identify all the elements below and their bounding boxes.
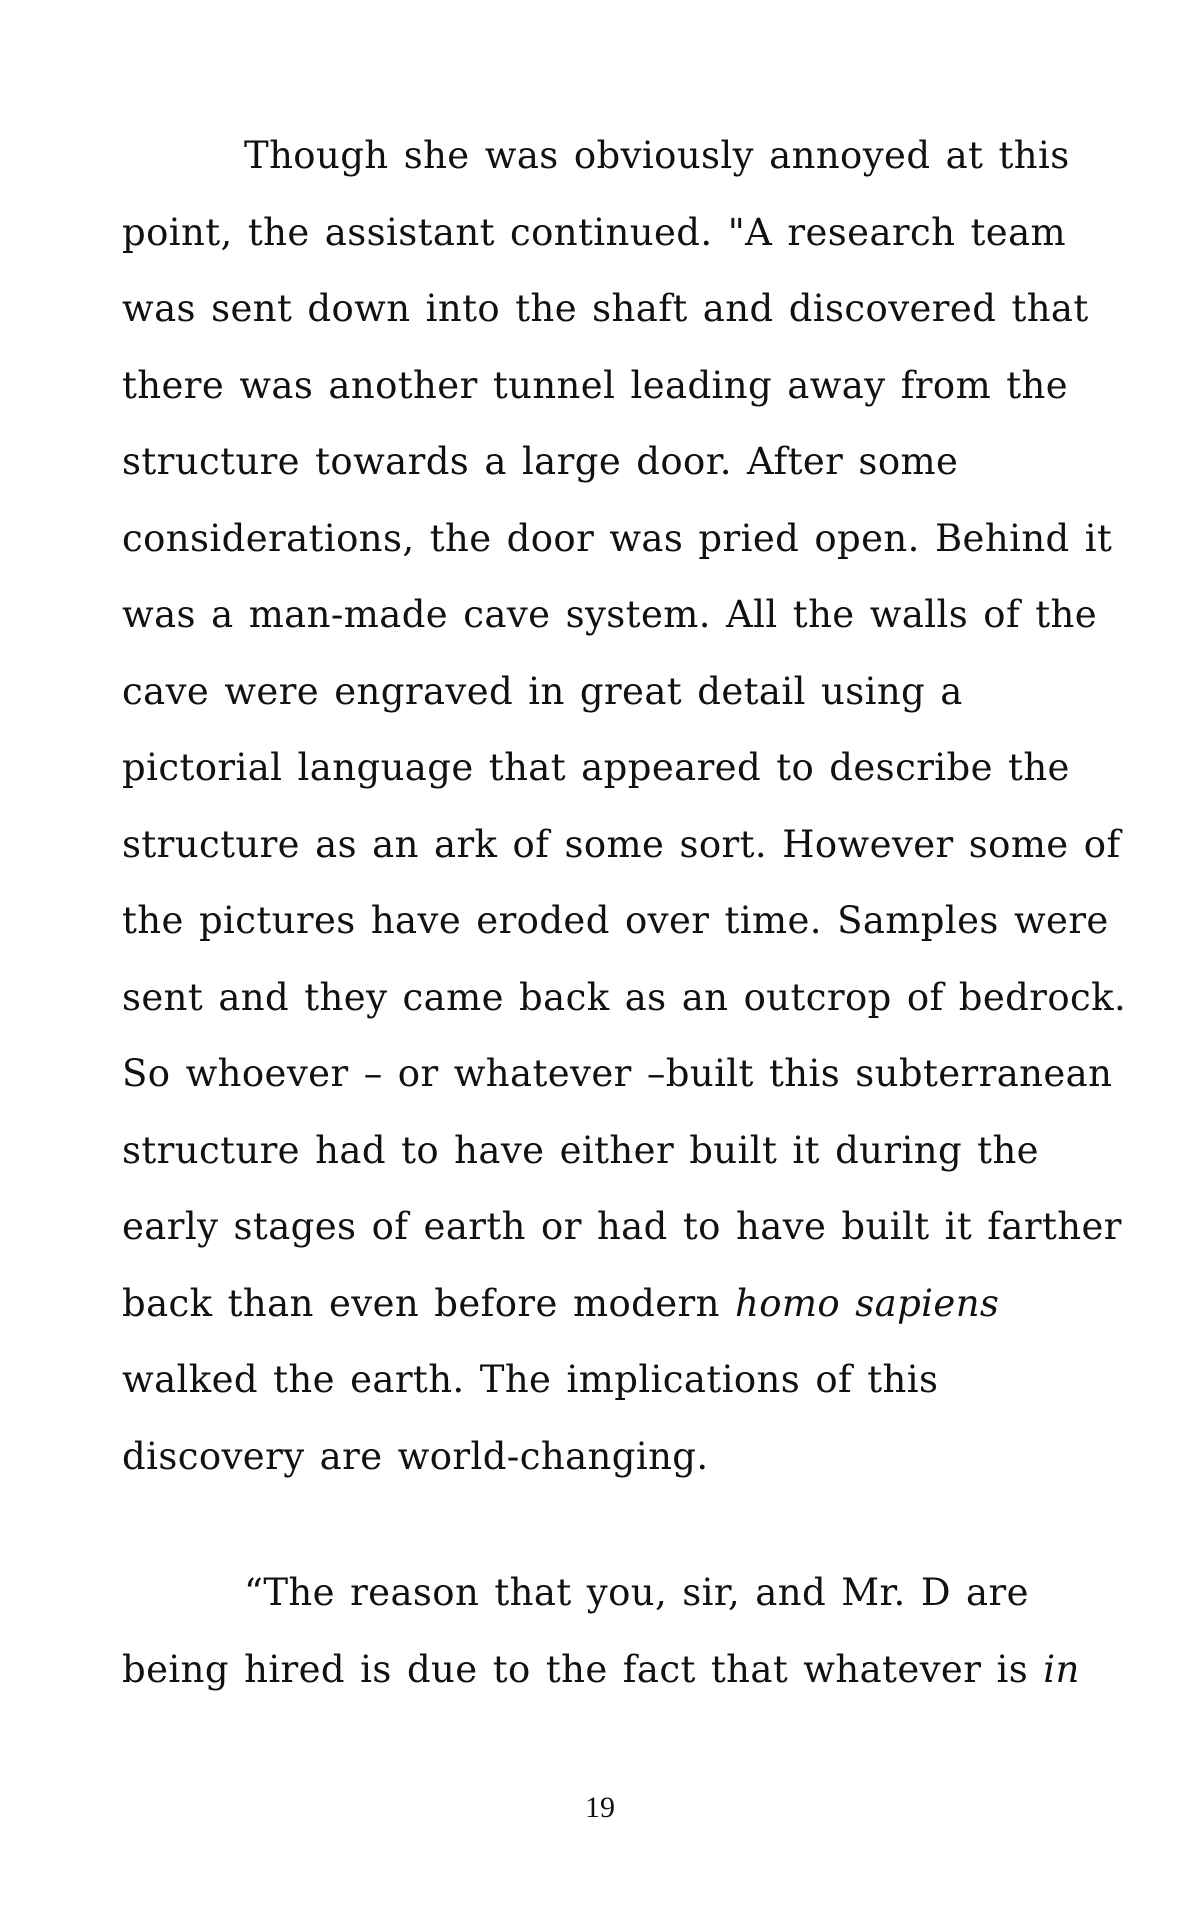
text-line: So whoever – or whatever –built this subterranean	[122, 1052, 1113, 1095]
text-line: Though she was obviously annoyed at this	[244, 134, 1070, 177]
text-segment: being hired is due to the fact that whatever is	[122, 1647, 1044, 1691]
text-line: “The reason that you, sir, and Mr. D are	[244, 1571, 1029, 1614]
text-line: was sent down into the shaft and discovered that	[122, 287, 1089, 330]
text-line: cave were engraved in great detail using a	[122, 669, 963, 713]
paragraph-2	[122, 1555, 1102, 1708]
text-line-with-italic	[122, 1266, 1102, 1343]
text-line: was a man-made cave system. All the walls of the	[122, 593, 1098, 636]
page-number: 19	[585, 1791, 615, 1824]
text-line: pictorial language that appeared to describe the	[122, 746, 1070, 789]
text-line: sent and they came back as an outcrop of bedrock.	[122, 975, 1127, 1019]
paragraph-1	[122, 118, 1127, 1495]
text-line: point, the assistant continued. "A research team	[122, 210, 1067, 254]
text-line: structure had to have either built it during the	[122, 1128, 1039, 1172]
italic-term: homo sapiens	[735, 1281, 1000, 1325]
text-line: walked the earth. The implications of this	[122, 1358, 939, 1401]
text-line: considerations, the door was pried open. Behind it	[122, 516, 1113, 560]
text-line: early stages of earth or had to have built it farther	[122, 1205, 1122, 1248]
text-line: structure as an ark of some sort. However some of	[122, 822, 1121, 866]
italic-term: in	[1043, 1647, 1080, 1691]
text-line: there was another tunnel leading away from the	[122, 363, 1069, 407]
text-line: the pictures have eroded over time. Samples were	[122, 899, 1109, 942]
text-line-with-italic	[122, 1632, 1102, 1709]
text-line: discovery are world-changing.	[122, 1434, 709, 1478]
text-segment: back than even before modern	[122, 1281, 735, 1325]
text-line: structure towards a large door. After some	[122, 440, 959, 483]
